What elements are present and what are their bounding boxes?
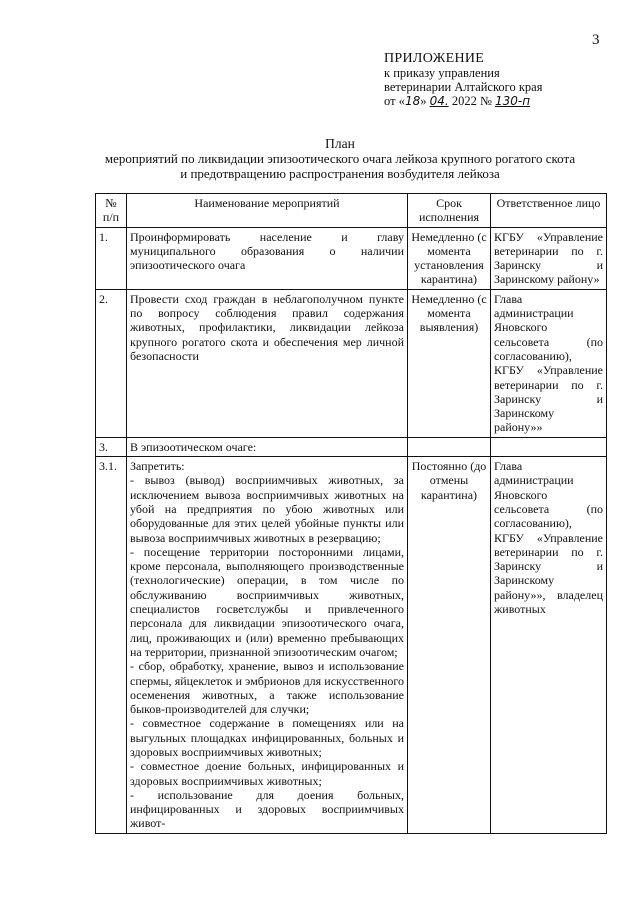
row-term: Немедленно (с момента установления карантина) [408,227,491,289]
row-term: Постоянно (до отмены карантина) [408,457,491,834]
row-name: В эпизоотическом очаге: [127,437,408,456]
row-num: 3.1. [96,457,127,834]
header-num: № п/п [96,194,127,228]
row-term [408,437,491,456]
date-mid: » [420,94,430,108]
task-line: - совместное содержание в помещениях или на выгульных площадках инфицированных, больных и здоровых восприимчивых животных; [130,716,404,759]
measures-table [95,193,607,834]
table-header-row [96,194,607,228]
task-line: Запретить: [130,459,185,474]
header-name: Наименование мероприятий [127,194,408,228]
date-prefix: от « [384,94,405,108]
row-term: Немедленно (с момента выявления) [408,289,491,437]
row-responsible: КГБУ «Управление ветеринарии по г. Заринску и Заринскому району» [491,227,607,289]
table-row [96,437,607,456]
task-line: - вывоз (вывод) восприимчивых животных, за исключением вывоза восприимчивых животных на убой на предприятия по убою животных или оборудованные для этих целей убойные пункты или вывоза восприимчивых животных в резервацию; [130,473,404,545]
appendix-title: ПРИЛОЖЕНИЕ [384,51,485,66]
task-line: - посещение территории посторонними лицами, кроме персонала, выполняющего производственные (технологические) операции, в том числе по обслуживанию восприимчивых животных, специалистов госветслужбы и привлеченного персонала для ликвидации эпизоотического очага, лиц, проживающих и (или) временно пребывающих на территории, признанной эпизоотическим очагом; [130,544,404,659]
page-number: 3 [592,32,600,48]
date-year: 2022 № [451,94,492,108]
date-month: 04. [429,94,449,108]
row-num: 2. [96,289,127,437]
plan-subtitle-1: мероприятий по ликвидации эпизоотического очага лейкоза крупного рогатого скота [104,151,576,166]
appendix-line-2: ветеринарии Алтайского края [384,80,543,94]
table-row [96,227,607,289]
order-number: 130-п [495,94,531,108]
row-num: 1. [96,227,127,289]
row-responsible: Глава администрации Яновского сельсовета (по согласованию), КГБУ «Управление ветеринарии по г. Заринску и Заринскому району»» [491,289,607,437]
task-line: - использование для доения больных, инфицированных и здоровых восприимчивых живот- [130,787,404,831]
row-responsible [491,437,607,456]
table-row [96,289,607,437]
appendix-line-1: к приказу управления [384,66,500,80]
header-term: Срок исполнения [408,194,491,228]
row-name: Проинформировать население и главу муниципального образования о наличии эпизоотического очага [127,227,408,289]
task-line: - сбор, обработку, хранение, вывоз и использование спермы, яйцеклеток и эмбрионов для искусственного осеменения животных, а также использование быков-производителей для случки; [130,659,404,717]
date-day: 18 [404,94,421,108]
table-row [96,457,607,834]
header-responsible: Ответственное лицо [491,194,607,228]
plan-title: План [325,136,355,151]
task-line: - совместное доение больных, инфицированных и здоровых восприимчивых животных; [130,759,404,788]
appendix-block [384,52,542,108]
plan-heading [60,136,620,181]
appendix-date-line [384,94,542,108]
row-name [127,457,408,834]
row-num: 3. [96,437,127,456]
row-name: Провести сход граждан в неблагополучном пункте по вопросу соблюдения правил содержания животных, профилактики, ликвидации лейкоза крупного рогатого скота и обеспечения мер личной безопасности [127,289,408,437]
row-responsible: Глава администрации Яновского сельсовета (по согласованию), КГБУ «Управление ветеринарии по г. Заринску и Заринскому району»», владелец животных [491,457,607,834]
plan-subtitle-2: и предотвращению распространения возбудителя лейкоза [180,166,500,181]
